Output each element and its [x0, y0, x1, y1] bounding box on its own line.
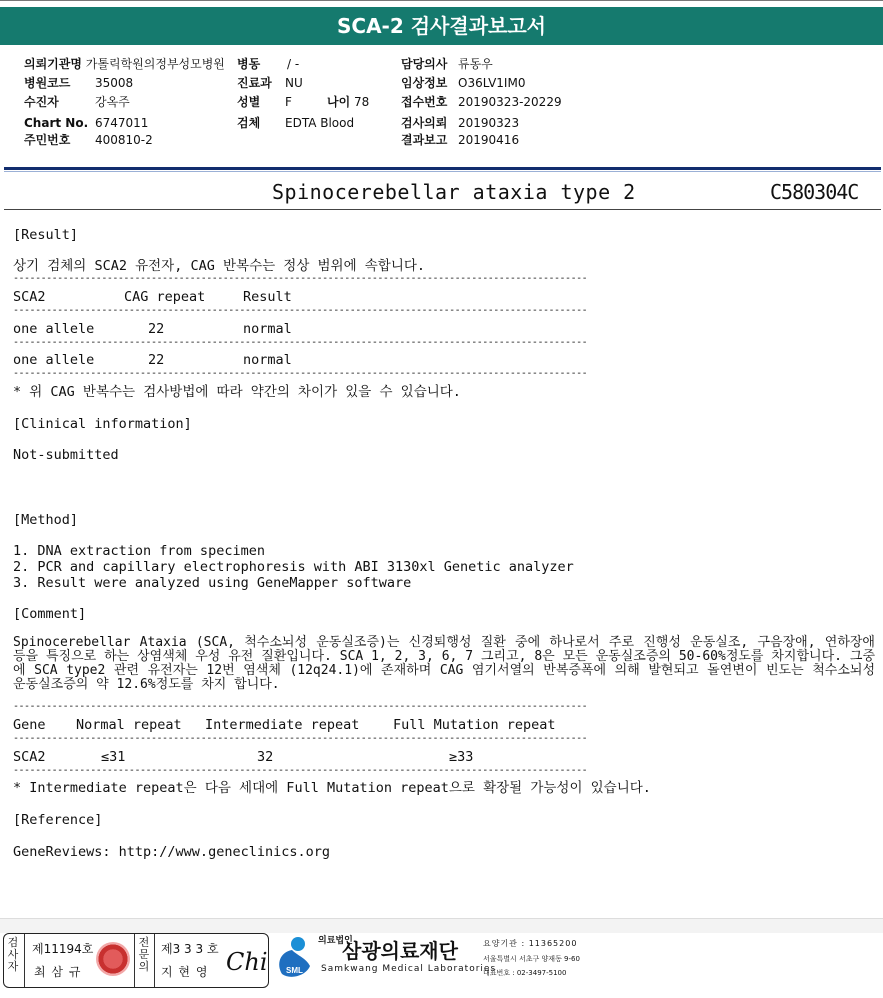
- header-row-receipt-no: [401, 95, 562, 110]
- table-divider: --------------------------------------------------------------------------------------------------------: [13, 305, 588, 316]
- header-value: 20190323-20229: [458, 95, 562, 109]
- handwritten-signature: Chi: [226, 948, 268, 976]
- header-label: 병원코드: [24, 76, 71, 90]
- result-summary: 상기 검체의 SCA2 유전자, CAG 반복수는 정상 범위에 속합니다.: [13, 258, 426, 274]
- header-label: Chart No.: [24, 116, 89, 130]
- header-label: 담당의사: [401, 57, 448, 71]
- header-value: 20190416: [458, 133, 520, 147]
- header-label: 성별: [237, 95, 261, 109]
- header-label: 결과보고: [401, 133, 448, 147]
- comment-col-full: Full Mutation repeat: [393, 717, 556, 733]
- signer-role-label: 전문의: [138, 936, 150, 973]
- reference-heading: [Reference]: [13, 812, 103, 828]
- table-divider: --------------------------------------------------------------------------------------------------------: [13, 337, 588, 348]
- technician-license: 제11194호: [32, 942, 94, 956]
- header-row-report-date: [401, 133, 520, 148]
- header-row-chart-no: [24, 116, 149, 131]
- sml-logo-icon: [272, 934, 314, 980]
- header-row-ward: [237, 57, 300, 72]
- method-heading: [Method]: [13, 512, 79, 528]
- result-row-status: normal: [243, 321, 292, 337]
- comment-paragraph: Spinocerebellar Ataxia (SCA, 척수소뇌성 운동실조증)는 신경퇴행성 질환 중에 하나로서 주로 진행성 운동실조, 구음장애, 연하장애 등을 특징으로 하는 상염색체 우성 유전 질환입니다. SCA 1, 2, 3, 6, 7 그리고, 8은 모든 운동실조증의 50-60%정도를 차지합니다. 그중에 SCA type2 관련 유전자는 12번 염색체 (12q24.1)에 존재하며 CAG 염기서열의 반복증폭에 의해 발현되고 돌연변이 빈도는 척수소뇌성 운동실조증의 약 12.6%정도를 차지 합니다.: [13, 635, 875, 692]
- header-row-request-date: [401, 116, 520, 131]
- header-divider-shadow: [4, 171, 881, 172]
- header-label: 주민번호: [24, 133, 71, 147]
- result-heading: [Result]: [13, 227, 79, 243]
- header-value: 6747011: [95, 116, 149, 130]
- header-row-sex: [237, 95, 292, 110]
- header-row-resident-no: [24, 133, 153, 148]
- result-row-allele: one allele: [13, 352, 95, 368]
- result-row-status: normal: [243, 352, 292, 368]
- box-divider: [134, 934, 135, 987]
- header-value: 류동우: [458, 57, 493, 71]
- comment-row-full: ≥33: [449, 749, 474, 765]
- header-value: / -: [287, 57, 300, 71]
- comment-heading: [Comment]: [13, 606, 87, 622]
- method-item: 3. Result were analyzed using GeneMapper software: [13, 575, 412, 591]
- table-divider: --------------------------------------------------------------------------------------------------------: [13, 701, 588, 712]
- table-divider: --------------------------------------------------------------------------------------------------------: [13, 765, 588, 776]
- header-value: 20190323: [458, 116, 520, 130]
- comment-col-gene: Gene: [13, 717, 46, 733]
- org-address: 서울특별시 서초구 양재동 9-60: [483, 955, 580, 963]
- header-value: 400810-2: [95, 133, 153, 147]
- official-seal-icon: [96, 942, 130, 976]
- comment-col-normal: Normal repeat: [76, 717, 182, 733]
- header-value: F: [285, 95, 292, 109]
- specialist-name: 지 현 영: [161, 965, 209, 979]
- reference-text: GeneReviews: http://www.geneclinics.org: [13, 844, 330, 860]
- header-row-age: [327, 95, 369, 110]
- comment-row-intermediate: 32: [257, 749, 274, 765]
- result-row-repeat: 22: [148, 321, 165, 337]
- method-item: 1. DNA extraction from specimen: [13, 543, 265, 559]
- header-value: 35008: [95, 76, 134, 90]
- header-value: 강옥주: [95, 95, 130, 109]
- header-value: EDTA Blood: [285, 116, 355, 130]
- header-row-patient: [24, 95, 130, 110]
- result-row-repeat: 22: [148, 352, 165, 368]
- org-name: 삼광의료재단: [342, 939, 458, 963]
- result-row-allele: one allele: [13, 321, 95, 337]
- table-divider: --------------------------------------------------------------------------------------------------------: [13, 273, 588, 284]
- header-label: 임상정보: [401, 76, 448, 90]
- header-row-hospital-code: [24, 76, 134, 91]
- result-col-cag: CAG repeat: [124, 289, 206, 305]
- specialist-license: 제3 3 3 호: [161, 942, 219, 956]
- header-label: 접수번호: [401, 95, 448, 109]
- header-value: 가톨릭학원의정부성모병원: [85, 57, 225, 71]
- org-prefix: 의료법인: [318, 936, 353, 946]
- table-divider: --------------------------------------------------------------------------------------------------------: [13, 368, 588, 379]
- header-row-institution: [24, 57, 225, 72]
- signer-role-label: 검사자: [7, 936, 19, 973]
- test-code: C580304C: [770, 180, 859, 204]
- header-label: 나이: [327, 95, 351, 109]
- header-label: 병동: [237, 57, 261, 71]
- header-row-specimen: [237, 116, 355, 131]
- comment-col-intermediate: Intermediate repeat: [205, 717, 360, 733]
- org-code: 요양기관 : 11365200: [483, 939, 578, 948]
- header-value: 78: [354, 95, 370, 109]
- title-divider: [4, 209, 881, 210]
- clinical-heading: [Clinical information]: [13, 416, 192, 432]
- header-row-clinical-info: [401, 76, 526, 91]
- header-row-doctor: [401, 57, 493, 72]
- header-row-department: [237, 76, 303, 91]
- box-divider: [154, 934, 155, 987]
- logo-badge-text: SML: [286, 966, 303, 975]
- result-note: * 위 CAG 반복수는 검사방법에 따라 약간의 차이가 있을 수 있습니다.: [13, 384, 461, 400]
- comment-note: * Intermediate repeat은 다음 세대에 Full Mutation repeat으로 확장될 가능성이 있습니다.: [13, 780, 651, 796]
- technician-name: 최 삼 규: [34, 965, 82, 979]
- header-label: 검체: [237, 116, 261, 130]
- header-value: O36LV1IM0: [458, 76, 526, 90]
- top-border: [0, 0, 883, 5]
- header-value: NU: [285, 76, 303, 90]
- report-title: SCA-2 검사결과보고서: [0, 7, 883, 45]
- comment-row-gene: SCA2: [13, 749, 46, 765]
- header-label: 수진자: [24, 95, 59, 109]
- header-divider: [4, 167, 881, 170]
- footer-band: [0, 918, 883, 933]
- test-name: Spinocerebellar ataxia type 2: [272, 180, 636, 204]
- org-english-name: Samkwang Medical Laboratories: [321, 964, 497, 974]
- result-col-result: Result: [243, 289, 292, 305]
- header-label: 검사의뢰: [401, 116, 448, 130]
- clinical-text: Not-submitted: [13, 447, 119, 463]
- method-item: 2. PCR and capillary electrophoresis with ABI 3130xl Genetic analyzer: [13, 559, 574, 575]
- comment-row-normal: ≤31: [101, 749, 126, 765]
- header-label: 진료과: [237, 76, 272, 90]
- header-label: 의뢰기관명: [24, 57, 82, 71]
- box-divider: [24, 934, 25, 987]
- table-divider: --------------------------------------------------------------------------------------------------------: [13, 733, 588, 744]
- result-col-gene: SCA2: [13, 289, 46, 305]
- org-phone: 대표번호 : 02-3497-5100: [483, 969, 567, 977]
